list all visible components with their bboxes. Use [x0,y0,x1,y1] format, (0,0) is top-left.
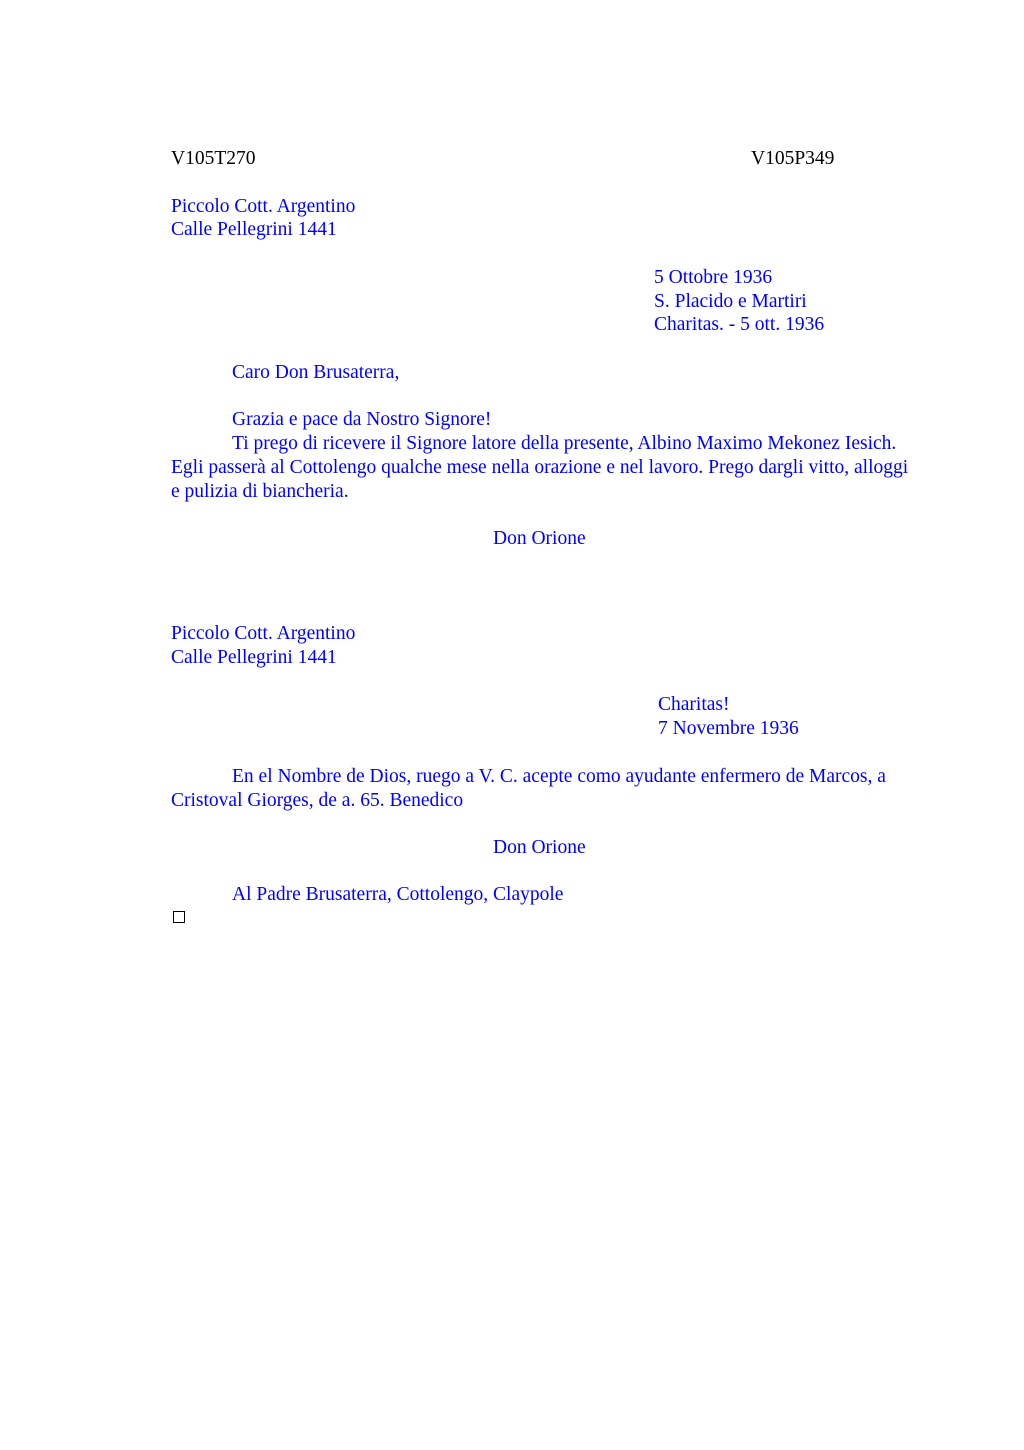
letter-2-body: En el Nombre de Dios, ruego a V. C. acepte como ayudante enfermero de Marcos, a Cristoval Giorges, de a. 65. Benedico [171,766,886,811]
letter-1-date-line-1: 5 Ottobre 1936 [654,267,773,288]
letter-1-salutation: Caro Don Brusaterra, [232,362,400,383]
letter-2-signature: Don Orione [493,837,586,858]
letter-1-date-line-3: Charitas. - 5 ott. 1936 [654,314,825,335]
letter-2-sender-line-1: Piccolo Cott. Argentino [171,623,356,644]
letter-2-date-line-1: Charitas! [658,694,730,715]
letter-2-sender-line-2: Calle Pellegrini 1441 [171,647,337,668]
letter-1-sender-line-1: Piccolo Cott. Argentino [171,196,356,217]
letter-1-signature: Don Orione [493,528,586,549]
empty-box-icon [173,911,185,923]
letter-1-sender-line-2: Calle Pellegrini 1441 [171,219,337,240]
document-code-right: V105P349 [751,148,835,169]
document-code-left: V105T270 [171,148,256,169]
letter-1-body: Ti prego di ricevere il Signore latore della presente, Albino Maximo Mekonez Iesich. Egli passerà al Cottolengo qualche mese nella orazione e nel lavoro. Prego dargli vitto, alloggi e pulizia di biancheria. [171,433,909,502]
letter-1-date-line-2: S. Placido e Martiri [654,291,807,312]
letter-1-greeting: Grazia e pace da Nostro Signore! [232,409,492,430]
letter-2-date-line-2: 7 Novembre 1936 [658,718,799,739]
letter-2-addressee: Al Padre Brusaterra, Cottolengo, Claypole [232,884,564,905]
